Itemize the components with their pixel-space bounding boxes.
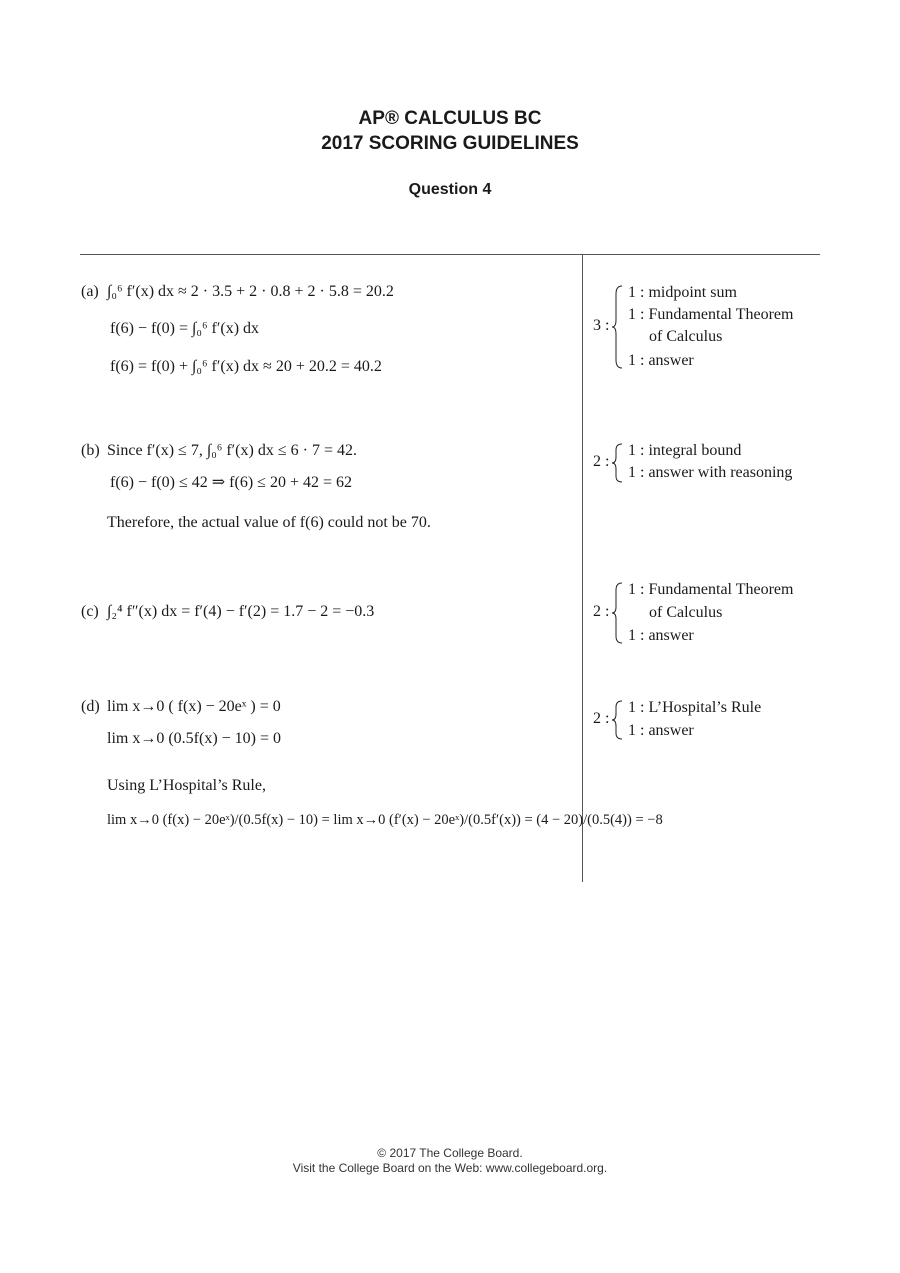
- part-d-line3: Using L’Hospital’s Rule,: [107, 777, 266, 794]
- score-d-brace-icon: [612, 699, 624, 741]
- score-d-item-2: 1 : answer: [628, 722, 694, 739]
- part-a-line3: f(6) = f(0) + ∫₀⁶ f′(x) dx ≈ 20 + 20.2 = 40.2: [110, 358, 382, 375]
- header-title: AP® CALCULUS BC: [358, 108, 542, 129]
- part-a-label: (a): [81, 283, 99, 300]
- score-a-item-1: 1 : midpoint sum: [628, 284, 737, 301]
- part-d-line4: lim x→0 (f(x) − 20eˣ)/(0.5f(x) − 10) = lim x→0 (f′(x) − 20eˣ)/(0.5f′(x)) = (4 − 20)/(0.5(4)) = −8: [107, 812, 663, 828]
- question-number: Question 4: [408, 181, 492, 198]
- header-subtitle: 2017 SCORING GUIDELINES: [321, 133, 579, 154]
- part-c-label: (c): [81, 603, 99, 620]
- score-c-item-2: 1 : answer: [628, 627, 694, 644]
- footer-copyright: © 2017 The College Board.: [377, 1146, 523, 1160]
- score-a-item-2-cont: of Calculus: [649, 328, 723, 345]
- score-b-item-2: 1 : answer with reasoning: [628, 464, 793, 481]
- score-b-brace-icon: [612, 442, 624, 484]
- part-d-label: (d): [81, 698, 100, 715]
- part-d-line1: lim x→0 ( f(x) − 20eˣ ) = 0: [107, 698, 281, 715]
- column-divider: [582, 254, 583, 882]
- part-b-line2: f(6) − f(0) ≤ 42 ⇒ f(6) ≤ 20 + 42 = 62: [110, 474, 352, 491]
- part-d-line2: lim x→0 (0.5f(x) − 10) = 0: [107, 730, 282, 747]
- score-c-points: 2 :: [593, 603, 610, 620]
- score-a-item-2: 1 : Fundamental Theorem: [628, 306, 794, 323]
- part-c-line1: ∫₂⁴ f″(x) dx = f′(4) − f′(2) = 1.7 − 2 = −0.3: [107, 603, 375, 620]
- score-c-brace-icon: [612, 581, 624, 645]
- score-b-item-1: 1 : integral bound: [628, 442, 742, 459]
- score-d-points: 2 :: [593, 710, 610, 727]
- part-a-line1: ∫₀⁶ f′(x) dx ≈ 2 · 3.5 + 2 · 0.8 + 2 · 5.8 = 20.2: [107, 283, 394, 300]
- footer-website: Visit the College Board on the Web: www.collegeboard.org.: [292, 1161, 608, 1175]
- part-b-label: (b): [81, 442, 100, 459]
- score-c-item-1-cont: of Calculus: [649, 604, 723, 621]
- score-a-points: 3 :: [593, 317, 610, 334]
- score-a-brace-icon: [612, 284, 624, 370]
- score-b-points: 2 :: [593, 453, 610, 470]
- part-a-line2: f(6) − f(0) = ∫₀⁶ f′(x) dx: [110, 320, 260, 337]
- score-d-item-1: 1 : L’Hospital’s Rule: [628, 699, 762, 716]
- part-b-line1: Since f′(x) ≤ 7, ∫₀⁶ f′(x) dx ≤ 6 · 7 = 42.: [107, 442, 357, 459]
- score-c-item-1: 1 : Fundamental Theorem: [628, 581, 794, 598]
- score-a-item-3: 1 : answer: [628, 352, 694, 369]
- horizontal-rule: [80, 254, 820, 255]
- part-b-line3: Therefore, the actual value of f(6) could not be 70.: [107, 514, 431, 531]
